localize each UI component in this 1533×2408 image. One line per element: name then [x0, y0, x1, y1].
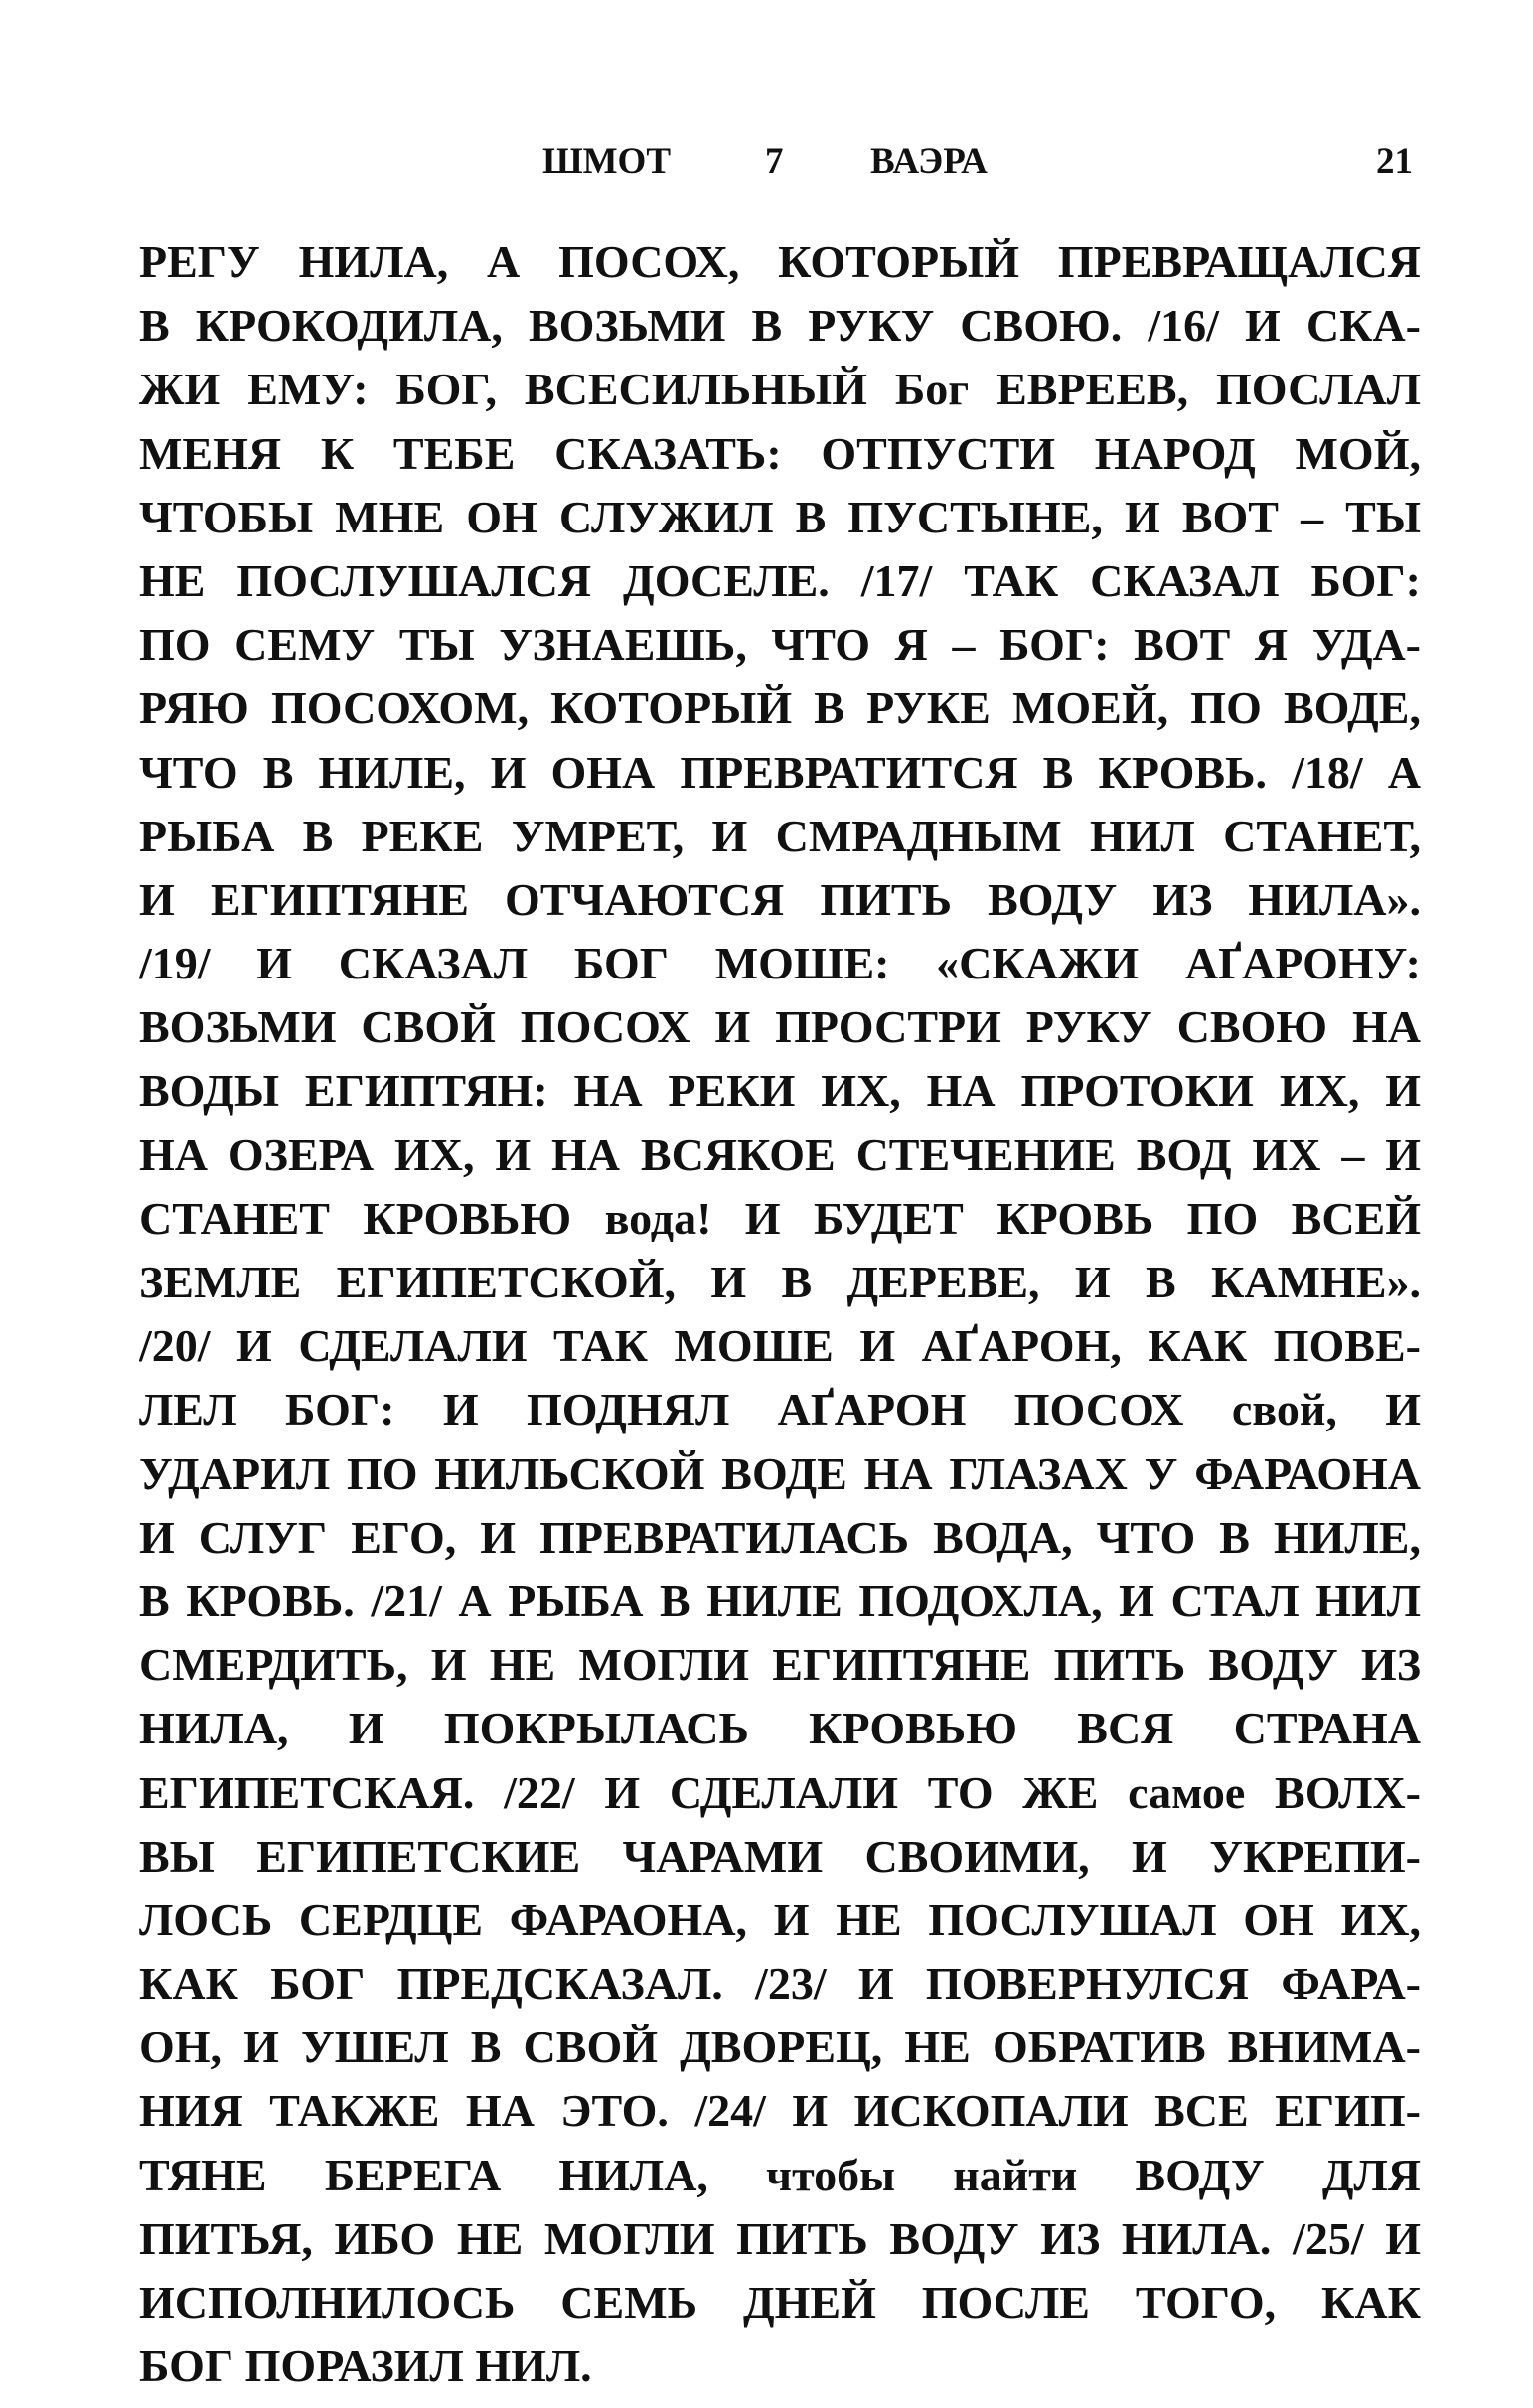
- text-line: МЕНЯ К ТЕБЕ СКАЗАТЬ: ОТПУСТИ НАРОД МОЙ,: [139, 427, 1421, 479]
- text-line: НЕ ПОСЛУШАЛСЯ ДОСЕЛЕ. /17/ ТАК СКАЗАЛ БОГ:: [139, 554, 1421, 606]
- text-line: СМЕРДИТЬ, И НЕ МОГЛИ ЕГИПТЯНЕ ПИТЬ ВОДУ ИЗ: [139, 1639, 1421, 1691]
- text-line: КАК БОГ ПРЕДСКАЗАЛ. /23/ И ПОВЕРНУЛСЯ ФАРА-: [139, 1958, 1421, 2010]
- text-line: В КРОВЬ. /21/ А РЫБА В НИЛЕ ПОДОХЛА, И СТАЛ НИЛ: [139, 1575, 1421, 1626]
- text-line: РЯЮ ПОСОХОМ, КОТОРЫЙ В РУКЕ МОЕЙ, ПО ВОДЕ,: [139, 682, 1421, 734]
- body-text: [139, 230, 1421, 2398]
- text-line: ИСПОЛНИЛОСЬ СЕМЬ ДНЕЙ ПОСЛЕ ТОГО, КАК: [139, 2277, 1421, 2328]
- header-chapter-number: 7: [765, 141, 784, 182]
- text-line: ПО СЕМУ ТЫ УЗНАЕШЬ, ЧТО Я – БОГ: ВОТ Я УДА-: [139, 619, 1421, 671]
- text-line: НИЛА, И ПОКРЫЛАСЬ КРОВЬЮ ВСЯ СТРАНА: [139, 1703, 1421, 1754]
- text-line: И ЕГИПТЯНЕ ОТЧАЮТСЯ ПИТЬ ВОДУ ИЗ НИЛА».: [139, 873, 1421, 925]
- text-line: /20/ И СДЕЛАЛИ ТАК МОШЕ И АҐАРОН, КАК ПОВЕ-: [139, 1320, 1421, 1372]
- text-line: ЗЕМЛЕ ЕГИПЕТСКОЙ, И В ДЕРЕВЕ, И В КАМНЕ».: [139, 1257, 1421, 1307]
- text-line: УДАРИЛ ПО НИЛЬСКОЙ ВОДЕ НА ГЛАЗАХ У ФАРАОНА: [139, 1447, 1421, 1499]
- text-line: ВЫ ЕГИПЕТСКИЕ ЧАРАМИ СВОИМИ, И УКРЕПИ-: [139, 1830, 1421, 1881]
- text-line: ЧТОБЫ МНЕ ОН СЛУЖИЛ В ПУСТЫНЕ, И ВОТ – ТЫ: [139, 491, 1421, 542]
- text-line: ТЯНЕ БЕРЕГА НИЛА, чтобы найти ВОДУ ДЛЯ: [139, 2149, 1421, 2200]
- running-header: [0, 137, 1533, 187]
- text-line: НИЯ ТАКЖЕ НА ЭТО. /24/ И ИСКОПАЛИ ВСЕ ЕГИП-: [139, 2085, 1421, 2137]
- text-line: ВОДЫ ЕГИПТЯН: НА РЕКИ ИХ, НА ПРОТОКИ ИХ, И: [139, 1065, 1421, 1117]
- text-line: РЕГУ НИЛА, А ПОСОХ, КОТОРЫЙ ПРЕВРАЩАЛСЯ: [139, 236, 1421, 287]
- text-line: РЫБА В РЕКЕ УМРЕТ, И СМРАДНЫМ НИЛ СТАНЕТ,: [139, 810, 1421, 861]
- text-line: ОН, И УШЕЛ В СВОЙ ДВОРЕЦ, НЕ ОБРАТИВ ВНИМА-: [139, 2022, 1421, 2073]
- text-line: ЛОСЬ СЕРДЦЕ ФАРАОНА, И НЕ ПОСЛУШАЛ ОН ИХ,: [139, 1893, 1421, 1945]
- header-page-number: 21: [1376, 141, 1413, 182]
- text-line: СТАНЕТ КРОВЬЮ вода! И БУДЕТ КРОВЬ ПО ВСЕЙ: [139, 1192, 1421, 1244]
- text-line: НА ОЗЕРА ИХ, И НА ВСЯКОЕ СТЕЧЕНИЕ ВОД ИХ – И: [139, 1129, 1421, 1180]
- text-line: ЛЕЛ БОГ: И ПОДНЯЛ АҐАРОН ПОСОХ свой, И: [139, 1384, 1421, 1435]
- text-line-final: БОГ ПОРАЗИЛ НИЛ.: [139, 2340, 592, 2392]
- text-line: ЖИ ЕМУ: БОГ, ВСЕСИЛЬНЫЙ Бог ЕВРЕЕВ, ПОСЛАЛ: [139, 364, 1421, 415]
- text-line: ЕГИПЕТСКАЯ. /22/ И СДЕЛАЛИ ТО ЖЕ самое ВОЛХ-: [139, 1766, 1421, 1818]
- text-line: И СЛУГ ЕГО, И ПРЕВРАТИЛАСЬ ВОДА, ЧТО В НИЛЕ,: [139, 1511, 1421, 1563]
- text-line: /19/ И СКАЗАЛ БОГ МОШЕ: «СКАЖИ АҐАРОНУ:: [139, 938, 1421, 989]
- header-book-title: ШМОТ: [542, 141, 672, 182]
- header-portion-title: ВАЭРА: [870, 141, 988, 182]
- text-line: В КРОКОДИЛА, ВОЗЬМИ В РУКУ СВОЮ. /16/ И СКА-: [139, 300, 1421, 352]
- text-line: ПИТЬЯ, ИБО НЕ МОГЛИ ПИТЬ ВОДУ ИЗ НИЛА. /25/ И: [139, 2212, 1421, 2264]
- text-line: ВОЗЬМИ СВОЙ ПОСОХ И ПРОСТРИ РУКУ СВОЮ НА: [139, 1001, 1421, 1053]
- text-line: ЧТО В НИЛЕ, И ОНА ПРЕВРАТИТСЯ В КРОВЬ. /18/ А: [139, 746, 1421, 798]
